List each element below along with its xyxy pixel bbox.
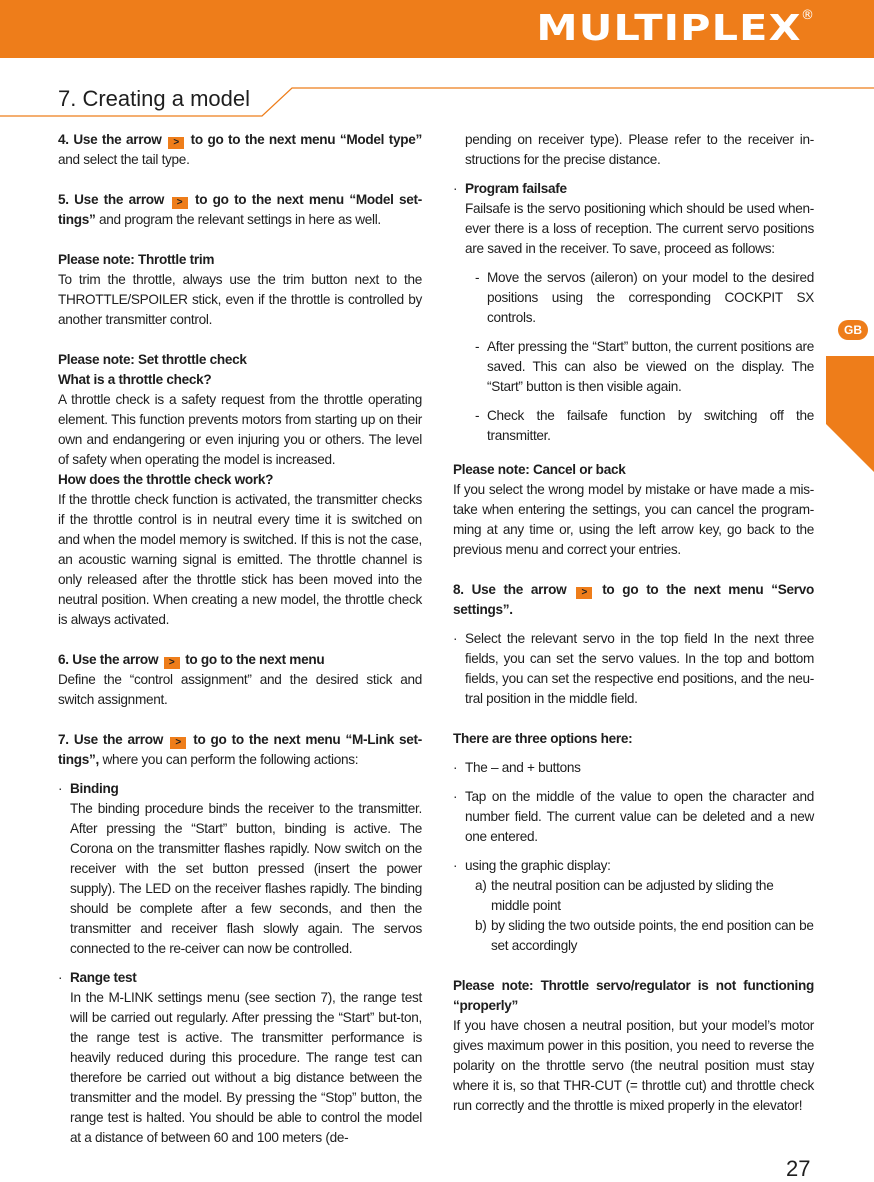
throttle-check-question-1: What is a throttle check? — [58, 372, 212, 387]
right-column — [453, 130, 814, 1116]
option-item: · Tap on the middle of the value to open the character and number field. The current value can be deleted and a new one entered. — [453, 789, 814, 844]
left-column — [58, 130, 422, 1148]
arrow-right-icon: > — [172, 197, 188, 209]
failsafe-step: - Move the servos (aileron) on your model to the desired positions using the corresponding COCKPIT SX controls. — [475, 270, 814, 325]
range-test-text: In the M-LINK settings menu (see section 7), the range test will be carried out regularly. After pressing the “Start” but-ton, the range test is active. The transmitter performance is heavily reduced during this procedure. The range test can therefore be carried out without a big distance between the transmitter and the model. By pressing the “Stop” button, the range test is halted. You should be able to control the model at a distance of between 60 and 100 meters (de- — [70, 990, 422, 1145]
language-badge: GB — [838, 320, 868, 340]
step-5: 5. Use the arrow > to go to the next menu “Model set-tings” and program the relevant settings in here as well. — [58, 192, 422, 227]
multiplex-logo: MULTIPLEX — [536, 8, 802, 49]
page-number: 27 — [786, 1156, 811, 1181]
option-item: · The – and + buttons — [453, 760, 581, 775]
sub-option: a) the neutral position can be adjusted by sliding the middle point — [475, 878, 774, 913]
throttle-check-heading: Please note: Set throttle check — [58, 352, 247, 367]
range-test-item: · Range test In the M-LINK settings menu (see section 7), the range test will be carried out regularly. After pressing the “Start” but-ton, the range test is active. The transmitter performance is heavily reduced during this procedure. The range test can therefore be carried out without a big distance between the transmitter and the model. By pressing the “Stop” button, the range test is halted. You should be able to control the model at a distance of between 60 and 100 meters (de- — [58, 968, 422, 1148]
options-heading: There are three options here: — [453, 731, 633, 746]
step-6-text: Define the “control assignment” and the desired stick and switch assignment. — [58, 672, 422, 707]
failsafe-step: - After pressing the “Start” button, the current positions are saved. This can also be viewed on the display. The “Start” button is then visible again. — [475, 339, 814, 394]
section-title: 7. Creating a model — [58, 86, 250, 111]
step-4: 4. Use the arrow > to go to the next menu “Model type” and select the tail type. — [58, 132, 422, 167]
throttle-check-answer-1: A throttle check is a safety request from the throttle operating element. This function prevents motors from starting up on their own and endangering or even injuring you or others. The level of safety when operating the model is increased. — [58, 392, 422, 467]
header-bar — [0, 0, 874, 58]
arrow-right-icon: > — [164, 657, 180, 669]
arrow-right-icon: > — [168, 137, 184, 149]
arrow-right-icon: > — [170, 737, 186, 749]
option-item: · using the graphic display: a) the neutral position can be adjusted by sliding the middle point b) by sliding the two outside points, the end position can be set accordingly — [453, 856, 814, 956]
servo-select-item: · Select the relevant servo in the top field In the next three fields, you can set the servo values. In the top and bottom fields, you can set the respective end positions, and the neu-tral position in the middle field. — [453, 631, 814, 706]
throttle-check-question-2: How does the throttle check work? — [58, 472, 274, 487]
failsafe-heading: Program failsafe — [465, 181, 567, 196]
binding-heading: Binding — [70, 781, 119, 796]
step-7: 7. Use the arrow > to go to the next menu “M-Link set-tings”, where you can perform the following actions: — [58, 732, 423, 767]
binding-item: · Binding The binding procedure binds the receiver to the transmitter. After pressing the “Start” button, binding is active. The Corona on the transmitter flashes rapidly. Now switch on the receiver with the set button pressed (insert the power supply). The LED on the receiver flashes rapidly. The binding should be complete after a few seconds, and then the transmitter and receiver flash slowly again. The servos connected to the re-ceiver can now be controlled. — [58, 779, 422, 959]
failsafe-item: · Program failsafe Failsafe is the servo positioning which should be used when-ever there is a loss of reception. The current servo positions are saved in the receiver. To save, proceed as follows: - Move the servos (aileron) on your model to the desired positions using the corresponding COCKPIT SX controls. - After pressing the “Start” button, the current positions are saved. This can also be viewed on the display. The “Start” button is then visible again. - Check the failsafe function by switching off the transmitter. — [453, 179, 814, 446]
side-tab-triangle — [826, 356, 874, 472]
binding-text: The binding procedure binds the receiver to the transmitter. After pressing the “Start” button, binding is active. The Corona on the transmitter flashes rapidly. Now switch on the receiver with the set button pressed (insert the power supply). The LED on the receiver flashes rapidly. The binding should be complete after a few seconds, and then the transmitter and receiver flash slowly again. The servos connected to the re-ceiver can now be controlled. — [70, 801, 422, 956]
regulator-text: If you have chosen a neutral position, but your model’s motor gives maximum power in this position, you need to reverse the polarity on the throttle servo (the neutral position must stay where it is, so that THR-CUT (= throttle cut) and throttle check run correctly and the throttle is mixed properly in the elevator! — [453, 1018, 814, 1113]
registered-mark: ® — [801, 8, 814, 23]
regulator-heading: Please note: Throttle servo/regulator is not functioning “properly” — [453, 978, 814, 1013]
throttle-check-answer-2: If the throttle check function is activated, the transmitter checks if the throttle control is in neutral every time it is switched on and when the model memory is switched. If this is not the case, an acoustic warning signal is emitted. The throttle channel is only released after the throttle stick has been moved into the neutral position. When creating a new model, the throttle check is always activated. — [58, 492, 422, 627]
failsafe-text: Failsafe is the servo positioning which should be used when-ever there is a loss of reception. The current servo positions are saved in the receiver. To save, proceed as follows: — [465, 201, 814, 256]
range-test-continued: pending on receiver type). Please refer to the receiver in-structions for the precise distance. — [465, 132, 814, 167]
arrow-right-icon: > — [576, 587, 592, 599]
throttle-trim-text: To trim the throttle, always use the trim button next to the THROTTLE/SPOILER stick, even if the throttle is controlled by another transmitter control. — [58, 272, 422, 327]
throttle-trim-heading: Please note: Throttle trim — [58, 252, 215, 267]
failsafe-step: - Check the failsafe function by switching off the transmitter. — [475, 408, 814, 443]
sub-option: b) by sliding the two outside points, the end position can be set accordingly — [475, 918, 814, 953]
cancel-heading: Please note: Cancel or back — [453, 462, 626, 477]
range-test-heading: Range test — [70, 970, 137, 985]
step-8: 8. Use the arrow > to go to the next menu “Servo settings”. — [453, 582, 815, 617]
cancel-text: If you select the wrong model by mistake or have made a mis-take when entering the settings, you can cancel the program-ming at any time or, using the left arrow key, go back to the previous menu and correct your entries. — [453, 482, 814, 557]
step-6: 6. Use the arrow > to go to the next menu — [58, 652, 325, 668]
